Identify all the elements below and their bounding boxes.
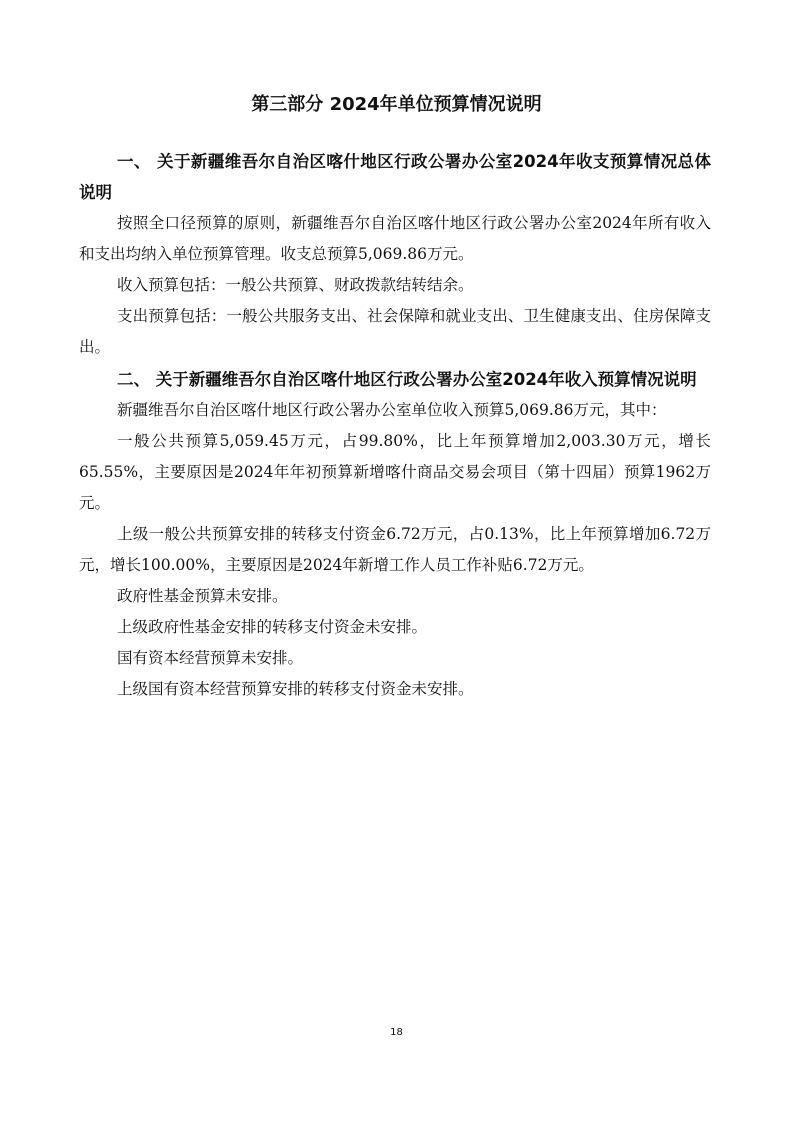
section-2-paragraph: 一般公共预算5,059.45万元，占99.80%，比上年预算增加2,003.30万元，增长65.55%，主要原因是2024年年初预算新增喀什商品交易会项目（第十四届）预算1962万元。 bbox=[79, 432, 711, 512]
section-2-paragraph: 上级政府性基金安排的转移支付资金未安排。 bbox=[117, 618, 428, 636]
page-title: 第三部分 2024年单位预算情况说明 bbox=[251, 94, 542, 115]
section-1-heading: 一、 关于新疆维吾尔自治区喀什地区行政公署办公室2024年收支预算情况总体说明 bbox=[79, 152, 711, 202]
section-2-paragraph: 上级一般公共预算安排的转移支付资金6.72万元，占0.13%，比上年预算增加6.72万元，增长100.00%，主要原因是2024年新增工作人员工作补贴6.72万元。 bbox=[79, 525, 711, 574]
section-1-paragraph: 按照全口径预算的原则，新疆维吾尔自治区喀什地区行政公署办公室2024年所有收入和支出均纳入单位预算管理。收支总预算5,069.86万元。 bbox=[79, 214, 711, 263]
section-2-heading: 二、 关于新疆维吾尔自治区喀什地区行政公署办公室2024年收入预算情况说明 bbox=[117, 370, 697, 389]
section-1-paragraph: 支出预算包括：一般公共服务支出、社会保障和就业支出、卫生健康支出、住房保障支出。 bbox=[79, 307, 711, 356]
page-number: 18 bbox=[390, 1027, 403, 1038]
section-2-paragraph: 政府性基金预算未安排。 bbox=[117, 587, 288, 605]
document-body bbox=[79, 146, 711, 705]
section-2-paragraph: 国有资本经营预算未安排。 bbox=[117, 649, 304, 667]
section-1-paragraph: 收入预算包括：一般公共预算、财政拨款结转结余。 bbox=[117, 276, 474, 294]
section-2-paragraph: 上级国有资本经营预算安排的转移支付资金未安排。 bbox=[117, 680, 474, 698]
section-2-paragraph: 新疆维吾尔自治区喀什地区行政公署办公室单位收入预算5,069.86万元，其中： bbox=[117, 401, 667, 419]
